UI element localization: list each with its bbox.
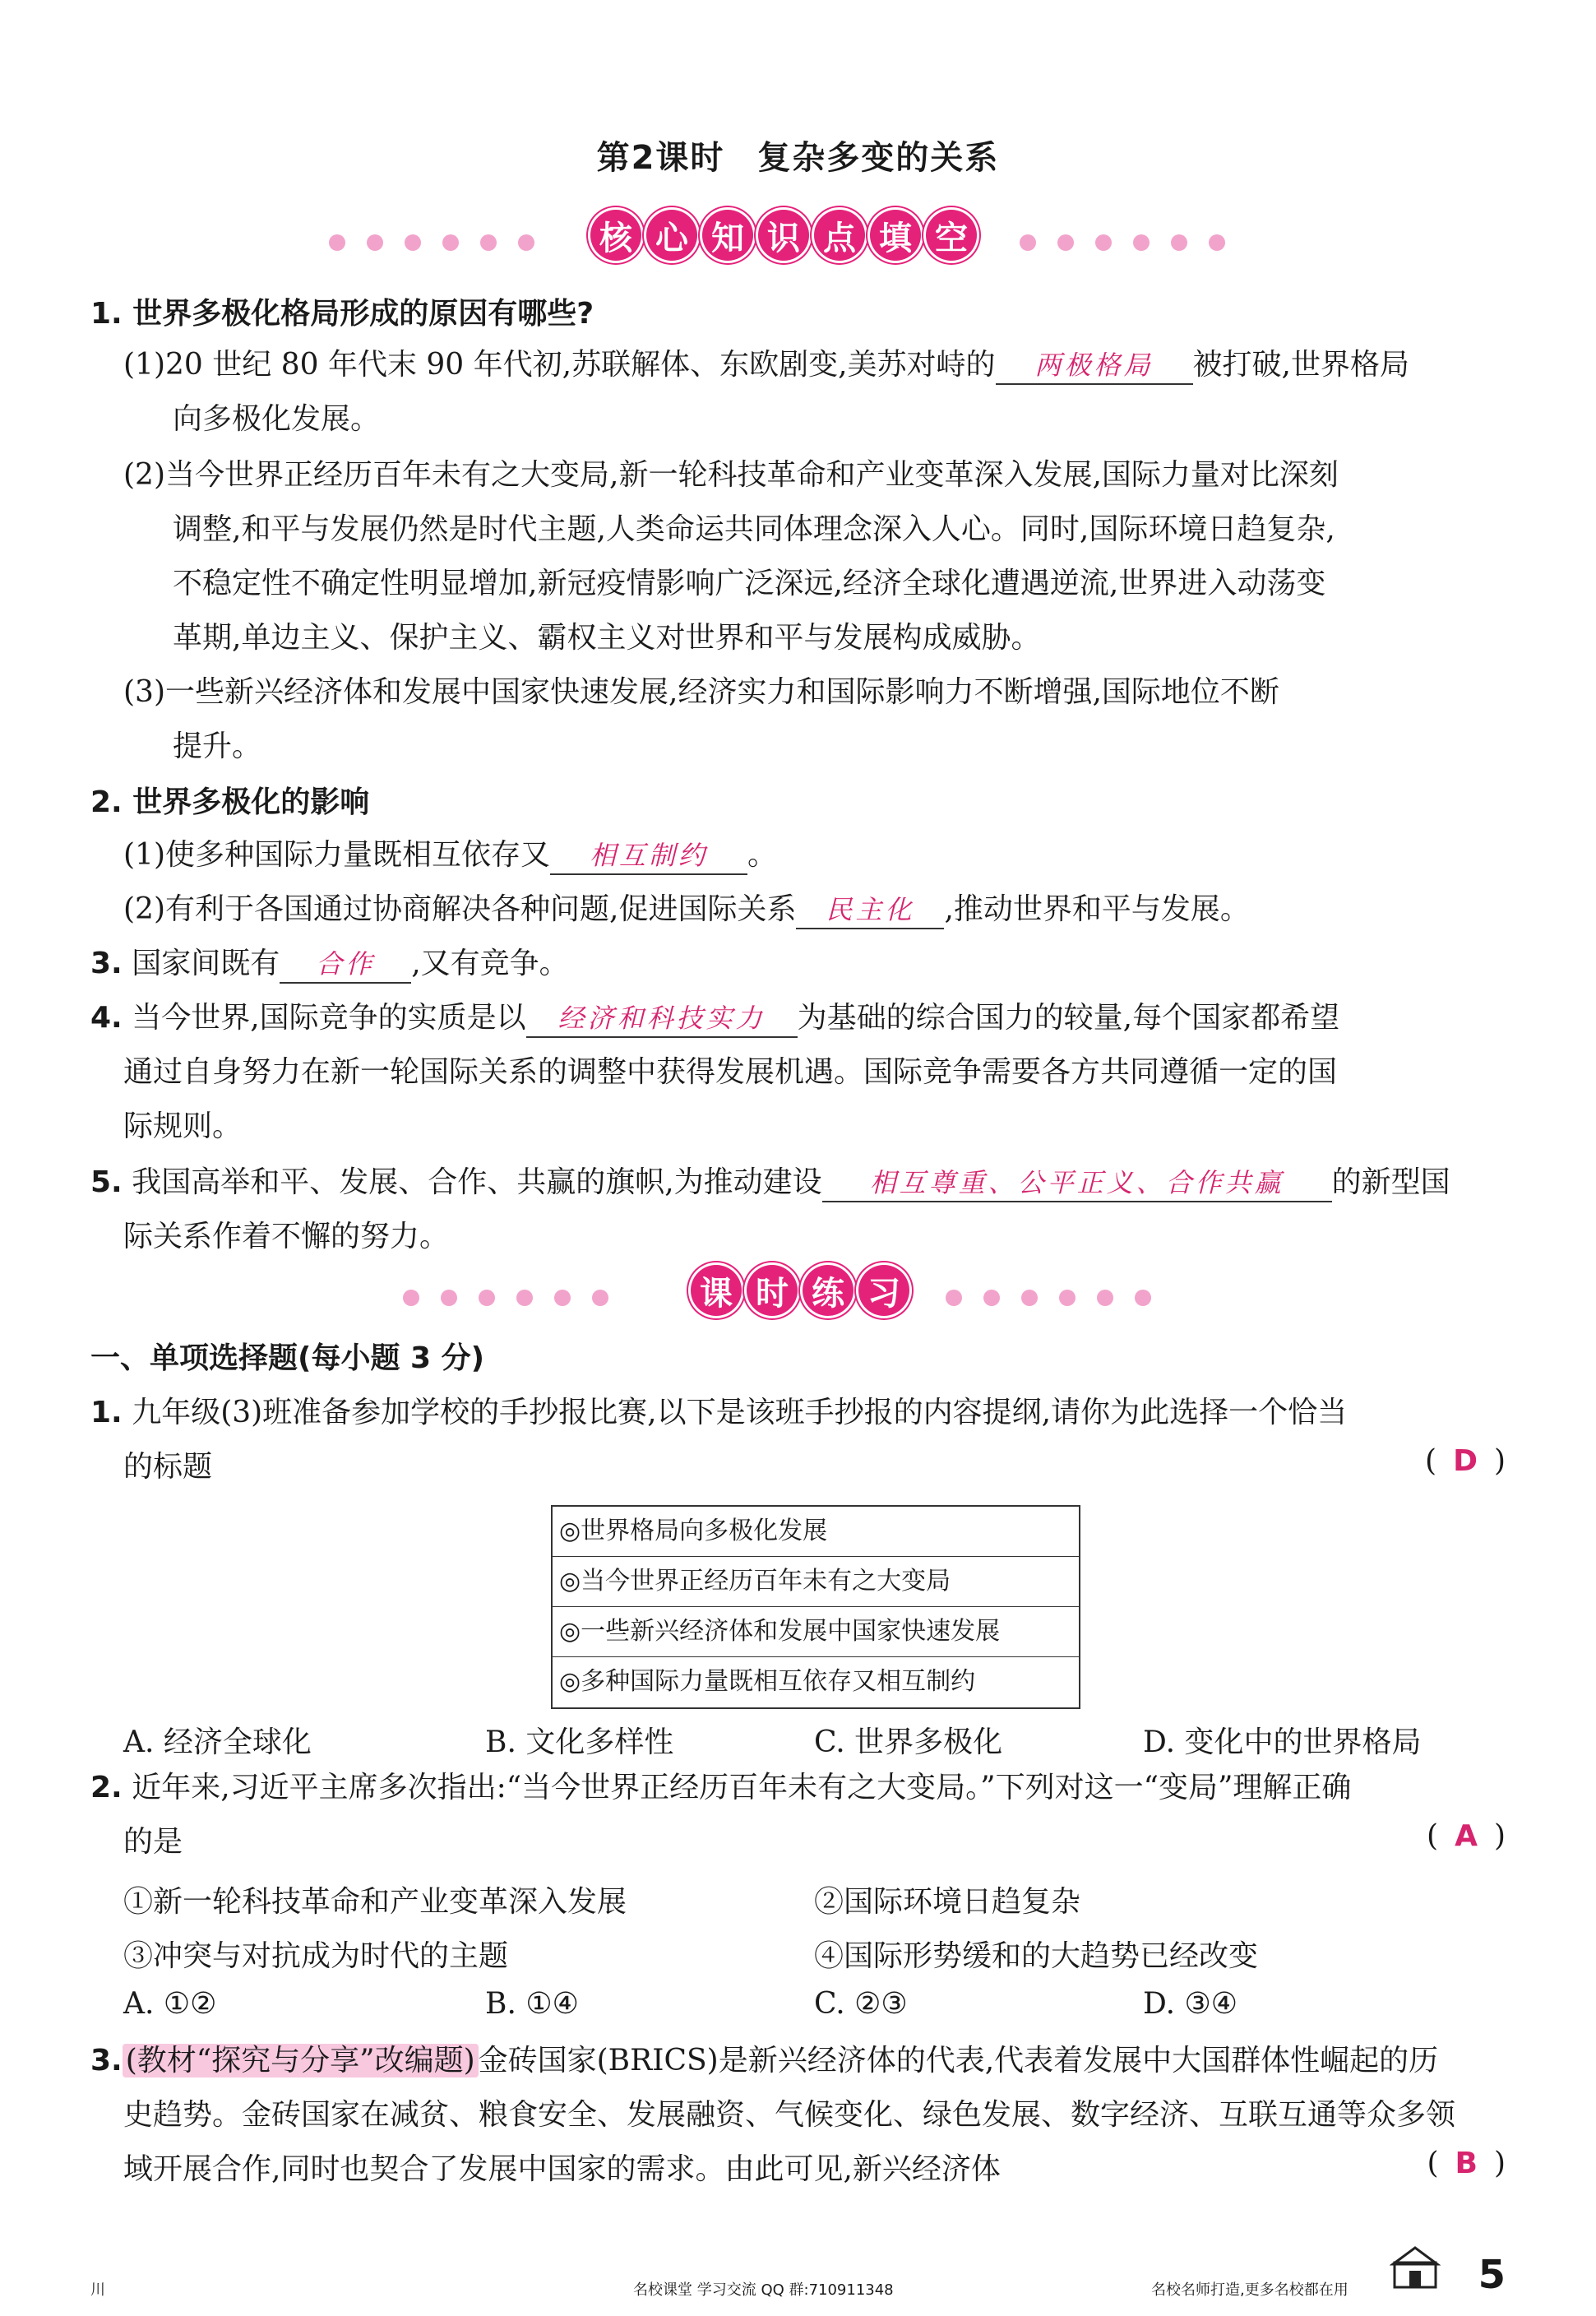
outline-box (551, 1505, 1080, 1709)
option-a: A. 经济全球化 (123, 1725, 312, 1759)
school-logo-icon (1390, 2241, 1441, 2292)
option-a: A. ①② (123, 1987, 217, 2021)
option-c: C. 世界多极化 (814, 1725, 1003, 1759)
banner-char: 填 (870, 210, 921, 261)
statement-item: ①新一轮科技革命和产业变革深入发展 (123, 1885, 627, 1919)
core-q2-p2: (2)有利于各国通过协商解决各种问题,促进国际关系 民主化 ,推动世界和平与发展。 (123, 892, 1250, 929)
option-d: D. 变化中的世界格局 (1143, 1725, 1422, 1759)
banner-char: 习 (858, 1265, 909, 1316)
source-tag: (教材“探究与分享”改编题) (123, 2044, 479, 2077)
banner-title (691, 1265, 909, 1316)
practice-banner (0, 1265, 1596, 1331)
outline-item: ◎一些新兴经济体和发展中国家快速发展 (553, 1607, 1079, 1657)
banner-dots-right (946, 1290, 1151, 1306)
banner-char: 空 (926, 210, 977, 261)
outline-item: ◎世界格局向多极化发展 (553, 1507, 1079, 1557)
footer-slogan: 名校名师打造,更多名校都在用 (1151, 2281, 1349, 2299)
statement-item: ④国际形势缓和的大趋势已经改变 (814, 1939, 1259, 1973)
outline-item: ◎多种国际力量既相互依存又相互制约 (559, 1667, 976, 1696)
banner-char: 心 (646, 210, 697, 261)
section-heading: 一、单项选择题(每小题 3 分) (90, 1341, 485, 1375)
option-d: D. ③④ (1143, 1987, 1238, 2021)
statement-item: ②国际环境日趋复杂 (814, 1885, 1081, 1919)
banner-char: 时 (747, 1265, 798, 1316)
practice-q1: 1. 九年级(3)班准备参加学校的手抄报比赛,以下是该班手抄报的内容提纲,请你为此选择一个恰当 (90, 1396, 1348, 1429)
answer-paren: ( A ) (1427, 1819, 1506, 1853)
answer-paren: ( B ) (1427, 2147, 1506, 2180)
answer-blank: 两极格局 (996, 347, 1193, 385)
core-q1-p3: (3)一些新兴经济体和发展中国家快速发展,经济实力和国际影响力不断增强,国际地位不断 (123, 675, 1279, 709)
banner-dots-right (1020, 234, 1225, 251)
answer-blank: 相互制约 (550, 837, 747, 875)
lesson-number: 第2课时 (596, 139, 725, 177)
footer-region: 川 (90, 2281, 105, 2299)
core-q5: 5. 我国高举和平、发展、合作、共赢的旗帜,为推动建设 相互尊重、公平正义、合作共赢 的新型国 (90, 1165, 1450, 1202)
banner-dots-left (329, 234, 534, 251)
answer-blank: 民主化 (796, 892, 944, 929)
answer-mark: B (1455, 2147, 1478, 2180)
answer-blank: 合作 (280, 946, 411, 984)
answer-blank: 相互尊重、公平正义、合作共赢 (822, 1165, 1332, 1202)
banner-char: 练 (803, 1265, 854, 1316)
banner-char: 核 (590, 210, 641, 261)
banner-char: 知 (702, 210, 753, 261)
banner-dots-left (403, 1290, 608, 1306)
footer-qq-group: 名校课堂 学习交流 QQ 群:710911348 (633, 2281, 894, 2299)
page-number: 5 (1478, 2252, 1506, 2298)
page: 第2课时 复杂多变的关系 核 心 知 识 点 填 空 1. 世界多极化格局形成的原因有哪些? (1)20 世纪 80 年代末 90 年代初,苏联解体、东欧剧变,美苏对峙的 两极格局 被打破,世界格局 向多极化发展。 (2)当今世界正经历百年未有之大变局,新一轮科技革命和产业变革深入发展,国际力量对比深刻 调整,和平与发展仍然是时代主题,人类命运共同体理念深入人心。同时,国际环境日趋复杂, 不稳定性不确定性明显增加,新冠疫情影响广泛深远,经济全球化遭遇逆流,世界进入动荡变 革期,单边主义、保护主义、霸权主义对世界和平与发展构成威胁。 (3)一些新兴经济体和发展中国家快速发展,经济实力和国际影响力不断增强,国际地位不断 提升。 2. 世界多极化的影响 (1)使多种国际力量既相互依存又 相互制约 。 (2)有利于各国通过协商解决各种问题,促进国际关系 民主化 ,推动世界和平与发展。 3. 国家间既有 合作 ,又有竞争。 4. 当今世界,国际竞争的实质是以 经济和科技实力 为基础的综合国力的较量,每个国家都希望 通过自身努力在新一轮国际关系的调整中获得发展机遇。国际竞争需要各方共同遵循一定的国 际规则。 5. 我国高举和平、发展、合作、共赢的旗帜,为推动建设 相互尊重、公平正义、合作共赢 的新型国 际关系作着不懈的努力。 课 时 练 习 一、单项选择题(每小题 3 分) 1. 九年级(3)班准备参加学校的手抄报比赛,以下是该班手抄报的内容提纲,请你为此选择一个恰当 的标题 ( D ) ◎世界格局向多极化发展 ◎当今世界正经历百年未有之大变局 ◎一些新兴经济体和发展中国家快速发展 ◎多种国际力量既相互依存又相互制约 A. 经济全球化 B. 文化多样性 C. 世界多极化 D. 变化中的世界格局 2. 近年来,习近平主席多次指出:“当今世界正经历百年未有之大变局。”下列对这一“变局”理解正确 的是 ( A ) ①新一轮科技革命和产业变革深入发展 ②国际环境日趋复杂 ③冲突与对抗成为时代的主题 ④国际形势缓和的大趋势已经改变 A. ①② B. ①④ C. ②③ D. ③④ 3. (教材“探究与分享”改编题) 金砖国家(BRICS)是新兴经济体的代表,代表着发展中大国群体性崛起的历 史趋势。金砖国家在减贫、粮食安全、发展融资、气候变化、绿色发展、数字经济、互联互通等众多领 域开展合作,同时也契合了发展中国家的需求。由此可见,新兴经济体 ( B ) 川 名校课堂 学习交流 QQ 群:710911348 名校名师打造,更多名校都在用 5 (0, 0, 1596, 2316)
core-q2-heading: 2. 世界多极化的影响 (90, 785, 370, 819)
lesson-title: 复杂多变的关系 (757, 139, 1000, 177)
banner-char: 课 (691, 1265, 742, 1316)
outline-item: ◎当今世界正经历百年未有之大变局 (553, 1557, 1079, 1607)
banner-title (590, 210, 977, 261)
option-b: B. ①④ (485, 1987, 579, 2021)
option-b: B. 文化多样性 (485, 1725, 674, 1759)
answer-blank: 经济和科技实力 (526, 1000, 798, 1038)
statement-item: ③冲突与对抗成为时代的主题 (123, 1939, 509, 1973)
answer-mark: D (1453, 1444, 1478, 1478)
practice-q2: 2. 近年来,习近平主席多次指出:“当今世界正经历百年未有之大变局。”下列对这一“变局”理解正确 (90, 1771, 1352, 1804)
banner-char: 识 (758, 210, 809, 261)
core-q1-p1: (1)20 世纪 80 年代末 90 年代初,苏联解体、东欧剧变,美苏对峙的 两极格局 被打破,世界格局 (123, 347, 1409, 385)
core-q1-heading: 1. 世界多极化格局形成的原因有哪些? (90, 297, 594, 331)
answer-mark: A (1455, 1819, 1478, 1853)
practice-q3: 3. (教材“探究与分享”改编题) 金砖国家(BRICS)是新兴经济体的代表,代表着发展中大国群体性崛起的历 (90, 2044, 1439, 2077)
core-q1-p2: (2)当今世界正经历百年未有之大变局,新一轮科技革命和产业变革深入发展,国际力量对比深刻 (123, 458, 1339, 492)
answer-paren: ( D ) (1425, 1444, 1506, 1478)
core-q2-p1: (1)使多种国际力量既相互依存又 相互制约 。 (123, 837, 777, 875)
page-title (0, 132, 1596, 178)
option-c: C. ②③ (814, 1987, 908, 2021)
core-knowledge-banner (0, 210, 1596, 276)
core-q3: 3. 国家间既有 合作 ,又有竞争。 (90, 946, 569, 984)
core-q4: 4. 当今世界,国际竞争的实质是以 经济和科技实力 为基础的综合国力的较量,每个国家都希望 (90, 1000, 1339, 1038)
banner-char: 点 (814, 210, 865, 261)
